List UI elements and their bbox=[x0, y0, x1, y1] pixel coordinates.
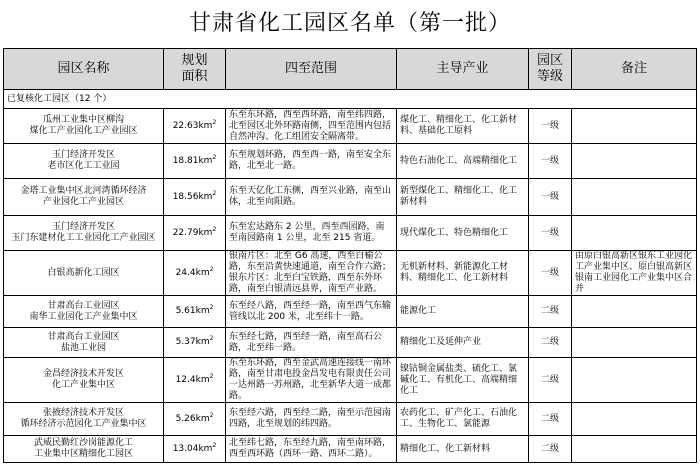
document-title: 甘肃省化工园区名单（第一批） bbox=[188, 11, 511, 36]
area-unit-exponent: 2 bbox=[209, 265, 214, 273]
park-name bbox=[4, 296, 164, 328]
park-grade: 二级 bbox=[529, 358, 572, 403]
section-row bbox=[4, 90, 697, 109]
boundary-scope: 东至东环路，西至金武高速连接线一南环路，南至甘肃电投金昌发电有限责任公司一达州路一苏州路，北至新华大道一成都路。 bbox=[226, 358, 397, 403]
park-list-table bbox=[3, 48, 697, 463]
boundary-scope: 东至经七路，西至经一路，南至高石公路，北至纬一路。 bbox=[226, 328, 397, 358]
park-name-line: 南华工业园化工产业集中区 bbox=[29, 311, 138, 322]
table-row bbox=[4, 144, 697, 179]
table-row bbox=[4, 251, 697, 296]
park-name-line: 玉门东建材化工工业园化工产业园区 bbox=[11, 233, 156, 243]
boundary-scope: 北至纬七路，东至经九路，南至南环路，西至西环路（西环一路、西环二路）。 bbox=[226, 436, 397, 463]
park-name-line: 循环经济示范园化工产业集中区 bbox=[20, 419, 147, 429]
boundary-scope: 东至经八路，西至经一路，南至西气东输管线以北 200 米，北至纬十一路。 bbox=[226, 296, 397, 328]
remark bbox=[572, 144, 697, 179]
planned-area bbox=[164, 144, 226, 179]
park-name-line: 工业集中区精细化工园区 bbox=[33, 449, 133, 459]
area-unit-exponent: 2 bbox=[209, 411, 214, 419]
area-unit-exponent: 2 bbox=[209, 304, 214, 311]
remark bbox=[572, 179, 697, 216]
remark bbox=[572, 403, 697, 436]
planned-area bbox=[164, 403, 226, 436]
boundary-scope: 东至天亿化工东侧，西至兴业路，南至山体，北至向阳路。 bbox=[226, 179, 397, 216]
area-unit-exponent: 2 bbox=[209, 372, 214, 380]
park-name-line: 煤化工产业园化工产业园区 bbox=[29, 126, 138, 136]
area-value: 12.4 bbox=[175, 374, 196, 385]
area-value: 22.63 bbox=[172, 120, 199, 131]
planned-area bbox=[164, 109, 226, 144]
park-name-line: 张掖经济技术开发区 bbox=[42, 408, 124, 418]
leading-industry: 现代煤化工、特色精细化工 bbox=[397, 216, 529, 251]
leading-industry: 镍钴铜金属盐类、硫化工、氯碱化工、有机化工、高端精细化工 bbox=[397, 358, 529, 403]
park-name-line: 白银高新化工园区 bbox=[47, 267, 120, 278]
header-name: 园区名称 bbox=[4, 49, 164, 90]
area-value: 22.79 bbox=[172, 227, 199, 238]
park-name bbox=[4, 436, 164, 463]
leading-industry: 农药化工、矿产化工、石油化工、生物化工、氯能源 bbox=[397, 403, 529, 436]
boundary-scope: 东至宏达路东 2 公里，西至西园路，南至南园路南 1 公里，北至 215 省道。 bbox=[226, 216, 397, 251]
park-grade: 一级 bbox=[529, 109, 572, 144]
park-name bbox=[4, 328, 164, 358]
park-name bbox=[4, 109, 164, 144]
table-row bbox=[4, 216, 697, 251]
table-row bbox=[4, 109, 697, 144]
park-name-line: 盐池工业园 bbox=[60, 342, 106, 353]
park-name bbox=[4, 251, 164, 296]
remark bbox=[572, 358, 697, 403]
boundary-scope: 银南片区：北至 G6 高速，西至白榆公路，东至沿黄快速通道，南至合作六路；银东片区：北至白宝铁路，西至东外环路，南至白银清远县界，南至产业路。 bbox=[226, 251, 397, 296]
planned-area bbox=[164, 436, 226, 463]
area-unit: km bbox=[195, 374, 210, 385]
header-area: 规划 面积 bbox=[164, 49, 226, 90]
park-grade: 二级 bbox=[529, 296, 572, 328]
table-row bbox=[4, 328, 697, 358]
planned-area bbox=[164, 296, 226, 328]
park-name bbox=[4, 358, 164, 403]
planned-area bbox=[164, 216, 226, 251]
park-name-line: 瓜州工业集中区柳沟 bbox=[42, 115, 124, 125]
park-grade: 一级 bbox=[529, 216, 572, 251]
header-grade: 园区 等级 bbox=[529, 49, 572, 90]
boundary-scope: 东至规划环路，西至西一路，南至安全东路，北至北一路。 bbox=[226, 144, 397, 179]
area-value: 5.37 bbox=[175, 337, 196, 347]
area-unit: km bbox=[198, 227, 213, 238]
area-unit-exponent: 2 bbox=[209, 335, 214, 342]
area-unit-exponent: 2 bbox=[212, 441, 217, 449]
park-name-line: 化工产业集中区 bbox=[51, 380, 115, 390]
leading-industry: 无机新材料、新能源化工材料、精细化工、化工新材料 bbox=[397, 251, 529, 296]
area-unit: km bbox=[195, 337, 210, 347]
area-value: 5.61 bbox=[175, 306, 196, 316]
park-name-line: 甘肃高台工业园区 bbox=[47, 300, 120, 311]
header-industry: 主导产业 bbox=[397, 49, 529, 90]
area-unit-exponent: 2 bbox=[212, 225, 217, 233]
leading-industry: 精细化工、化工新材料 bbox=[397, 436, 529, 463]
leading-industry: 煤化工、精细化工、化工新材料、基础化工原料 bbox=[397, 109, 529, 144]
planned-area bbox=[164, 328, 226, 358]
area-value: 5.26 bbox=[175, 413, 196, 424]
area-unit: km bbox=[198, 120, 213, 131]
header-note: 备注 bbox=[572, 49, 697, 90]
park-name bbox=[4, 216, 164, 251]
park-name-line: 金塔工业集中区北河湾循环经济 bbox=[20, 186, 147, 196]
planned-area bbox=[164, 179, 226, 216]
area-unit: km bbox=[195, 267, 210, 278]
park-name bbox=[4, 144, 164, 179]
park-name-line: 武威民勤红沙岗能源化工 bbox=[33, 438, 133, 448]
table-row bbox=[4, 296, 697, 328]
area-unit-exponent: 2 bbox=[212, 189, 217, 197]
header-scope: 四至范围 bbox=[226, 49, 397, 90]
park-grade: 一级 bbox=[529, 144, 572, 179]
park-name-line: 金昌经济技术开发区 bbox=[42, 369, 124, 379]
planned-area bbox=[164, 358, 226, 403]
table-row bbox=[4, 179, 697, 216]
area-value: 24.4 bbox=[175, 267, 196, 278]
area-value: 18.56 bbox=[172, 191, 199, 202]
leading-industry: 特色石油化工、高端精细化工 bbox=[397, 144, 529, 179]
park-name-line: 甘肃高台工业园区 bbox=[47, 331, 120, 342]
table-header-row bbox=[4, 49, 697, 90]
area-unit-exponent: 2 bbox=[212, 153, 217, 161]
area-unit: km bbox=[195, 413, 210, 424]
park-grade: 二级 bbox=[529, 403, 572, 436]
remark bbox=[572, 296, 697, 328]
table-row bbox=[4, 436, 697, 463]
park-name-line: 玉门经济开发区 bbox=[51, 150, 115, 160]
park-name bbox=[4, 403, 164, 436]
table-row bbox=[4, 358, 697, 403]
section-label: 已复核化工园区（12 个） bbox=[4, 90, 697, 109]
leading-industry: 能源化工 bbox=[397, 296, 529, 328]
park-name bbox=[4, 179, 164, 216]
boundary-scope: 东至经六路，西至经二路，南至示范园南四路，北至规划的纬四路。 bbox=[226, 403, 397, 436]
area-unit-exponent: 2 bbox=[212, 118, 217, 126]
remark bbox=[572, 109, 697, 144]
area-value: 18.81 bbox=[172, 155, 199, 166]
remark bbox=[572, 436, 697, 463]
leading-industry: 新型煤化工、精细化工、化工新材料 bbox=[397, 179, 529, 216]
table-row bbox=[4, 403, 697, 436]
area-value: 13.04 bbox=[172, 443, 199, 454]
remark bbox=[572, 216, 697, 251]
area-unit: km bbox=[195, 306, 210, 316]
area-unit: km bbox=[198, 443, 213, 454]
park-name-line: 老市区化工工业园 bbox=[47, 161, 120, 171]
park-grade: 一级 bbox=[529, 179, 572, 216]
area-unit: km bbox=[198, 155, 213, 166]
planned-area bbox=[164, 251, 226, 296]
park-name-line: 产业园化工产业园区 bbox=[42, 197, 124, 207]
park-grade: 二级 bbox=[529, 436, 572, 463]
remark bbox=[572, 328, 697, 358]
park-name-line: 玉门经济开发区 bbox=[51, 222, 115, 232]
park-grade: 一级 bbox=[529, 251, 572, 296]
boundary-scope: 东至东环路，西至西环路，南至纬四路，北至园区北外环路南侧，四至范围内包括自然冲沟、化工组团安全隔离带。 bbox=[226, 109, 397, 144]
park-grade: 二级 bbox=[529, 328, 572, 358]
remark: 由原白银高新区银东工业园化工产业集中区、原白银高新区银南工业园化工产业集中区合并 bbox=[572, 251, 697, 296]
leading-industry: 精细化工及延伸产业 bbox=[397, 328, 529, 358]
area-unit: km bbox=[198, 191, 213, 202]
